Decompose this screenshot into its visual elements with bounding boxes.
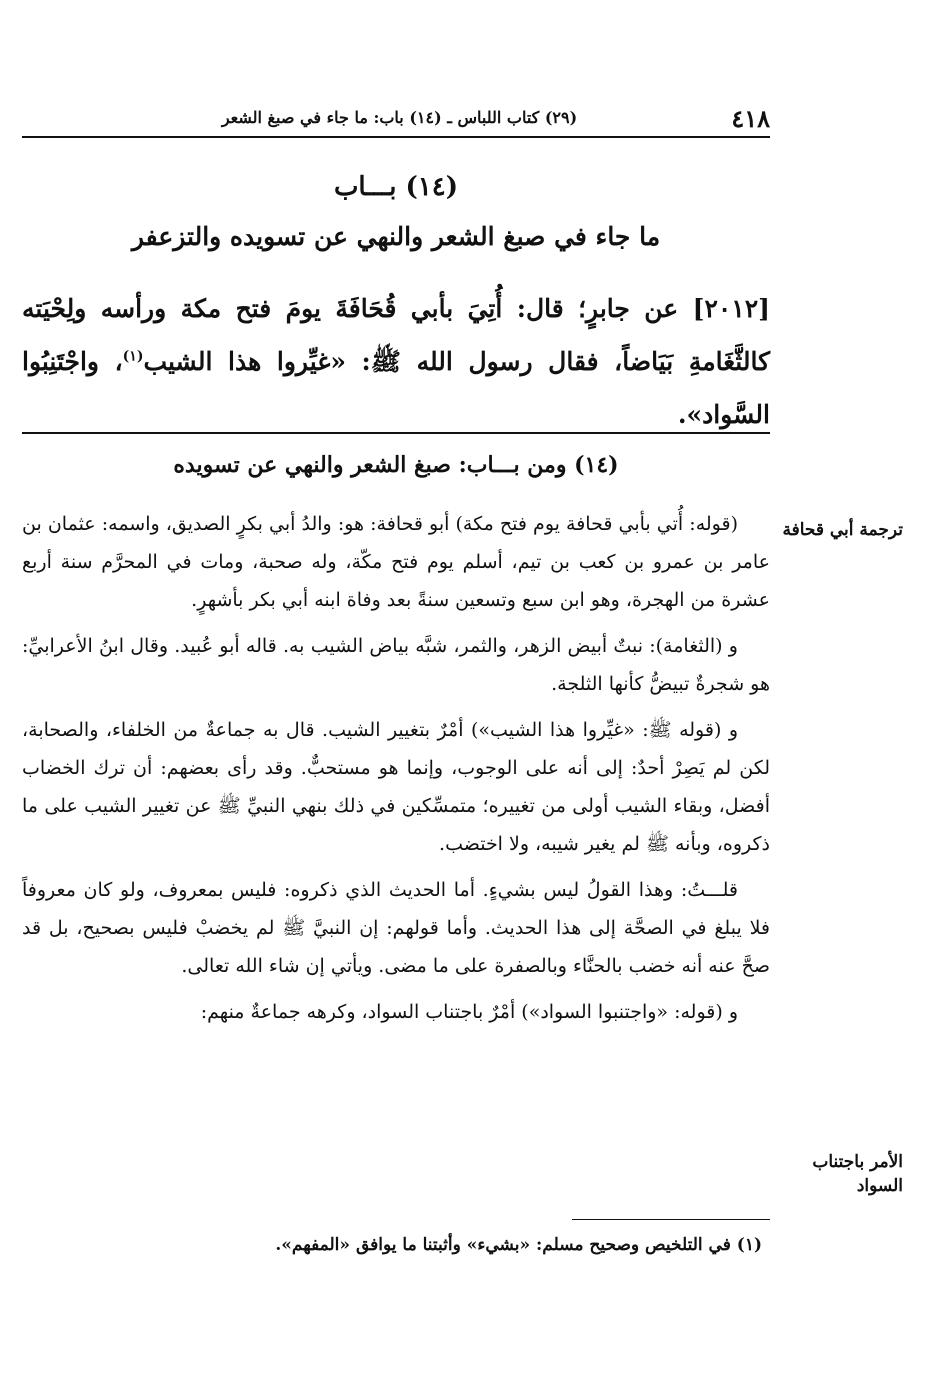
commentary-body [22,505,770,1039]
footnote: (١) في التلخيص وصحيح مسلم: «بشيء» وأثبتنا ما يوافق «المفهم». [275,1235,762,1255]
chapter-subtitle: ما جاء في صبغ الشعر والنهي عن تسويده والتزعفر [131,222,661,251]
commentary-title: (١٤) ومن بـــاب: صبغ الشعر والنهي عن تسويده [173,452,619,478]
hadith-text-part-1: [٢٠١٢] عن جابرٍ؛ قال: أُتِيَ بأبي قُحَافَةَ يومَ فتح مكة ورأسه ولِحْيَته كالثَّغَامةِ بَيَاضاً، فقال رسول الله ﷺ: «غيِّروا هذا الشيب [22,294,770,376]
commentary-paragraph: قلـــتُ: وهذا القولُ ليس بشيءٍ. أما الحديث الذي ذكروه: فليس بمعروف، ولو كان معروفاً فلا يبلغ في الصحَّة إلى هذا الحديث. وأما قولهم: إن النبيَّ ﷺ لم يخضبْ فليس بصحيح، بل قد صحَّ عنه أنه خضب بالحنَّاء وبالصفرة على ما مضى. ويأتي إن شاء الله تعالى. [22,879,770,977]
commentary-paragraph: (قوله: أُتي بأبي قحافة يوم فتح مكة) أبو قحافة: هو: والدُ أبي بكرٍ الصديق، واسمه: عثمان بن عامر بن عمرو بن كعب بن تيم، أسلم يوم فتح مكّة، وله صحبة، ومات في المحرَّم سنة أربع عشرة من الهجرة، وهو ابن سبع وتسعين سنةً بعد وفاة ابنه أبي بكر بأشهرٍ. [22,513,770,611]
commentary-paragraph: و (قوله: «واجتنبوا السواد») أمْرٌ باجتناب السواد، وكرهه جماعةٌ منهم: [200,1001,738,1023]
chapter-title: (١٤) بـــاب [333,172,459,202]
commentary-paragraph: و (الثغامة): نبتٌ أبيض الزهر، والثمر، شبَّه بياض الشيب به. قاله أبو عُبيد. وقال ابنُ الأعرابيِّ: هو شجرةٌ تبيضُّ كأنها الثلجة. [22,635,770,695]
section-divider [22,432,770,434]
hadith-text [22,282,770,441]
footnote-marker: (١) [122,348,144,365]
margin-note-black-dye: الأمر باجتناب السواد [812,1152,903,1196]
hadith-text-part-2: ، واجْتَنِبُوا السَّواد». [22,347,770,429]
margin-note-abu-quhafa: ترجمة أبي قحافة [782,520,903,540]
page-number: ٤١٨ [731,104,770,133]
commentary-paragraph: و (قوله ﷺ: «غيِّروا هذا الشيب») أمْرٌ بتغيير الشيب. قال به جماعةٌ من الخلفاء، والصحابة، لكن لم يَصِرْ أحدٌ: إلى أنه على الوجوب، وإنما هو مستحبٌّ. وقد رأى بعضهم: أن ترك الخضاب أفضل، وبقاء الشيب أولى من تغييره؛ متمسِّكين في ذلك بنهي النبيِّ ﷺ عن تغيير الشيب على ما ذكروه، وبأنه ﷺ لم يغير شيبه، ولا اختضب. [22,719,770,855]
footnote-divider [572,1219,770,1220]
running-title: (٢٩) كتاب اللباس ـ (١٤) باب: ما جاء في صبغ الشعر [221,108,578,127]
header-divider [22,136,770,138]
running-header [22,102,770,136]
